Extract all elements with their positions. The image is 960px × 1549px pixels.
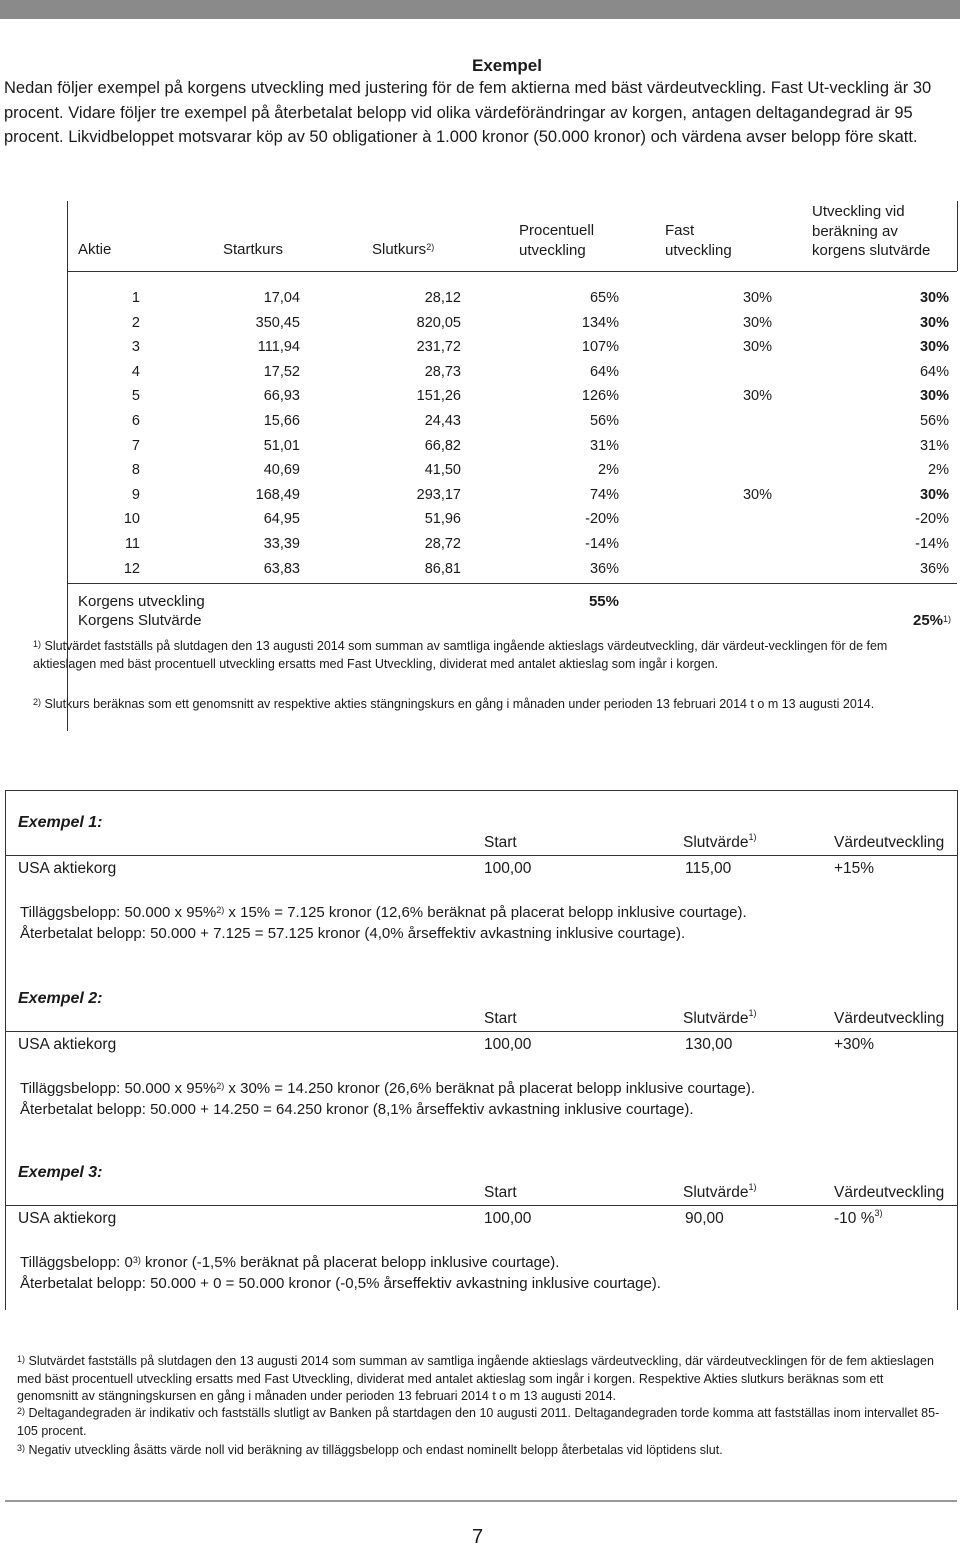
example-col-start: Start <box>484 1010 517 1027</box>
example-header-rule <box>5 855 957 856</box>
example-tillaggsbelopp: Tilläggsbelopp: 50.000 x 95%$^{2)}$ x 15% = 7.125 kronor (12,6% beräknat på placerat belopp inklusive courtage). <box>20 904 747 921</box>
cell-slut: 41,50 <box>424 462 461 479</box>
cell-start: 17,52 <box>263 363 300 380</box>
footnote-2: $^{2)}$ Deltagandegraden är indikativ och fastställs slutligt av Banken på startdagen den 10 augusti 2011. Deltagandegraden torde komma att fastställas inom intervallet 85-105 procent. <box>17 1406 940 1438</box>
example-col-vardeutveckling: Värdeutveckling <box>834 1010 945 1027</box>
cell-proc: 134% <box>581 314 619 331</box>
example-col-vardeutveckling: Värdeutveckling <box>834 1184 945 1201</box>
cell-utv: 2% <box>928 462 949 479</box>
korgens-slutvarde-value: 25%$^{1)}$ <box>913 612 952 629</box>
cell-proc: 36% <box>589 560 619 577</box>
example-title: Exempel 1: <box>18 814 103 831</box>
cell-fast <box>680 436 772 456</box>
cell-slut: 28,72 <box>424 536 461 552</box>
examples-left-border <box>5 790 6 1310</box>
table-header-rule <box>67 271 957 272</box>
example-vardeutveckling: +15% <box>834 860 875 877</box>
example-header-rule <box>5 1205 957 1206</box>
cell-aktie: 4 <box>131 363 140 380</box>
example-title: Exempel 2: <box>18 990 103 1007</box>
cell-utv: -20% <box>915 511 949 528</box>
cell-utv: -14% <box>915 536 949 552</box>
cell-proc: -14% <box>585 536 619 552</box>
example-row-label: USA aktiekorg <box>18 860 117 877</box>
cell-fast <box>680 509 772 529</box>
example-col-start: Start <box>484 1184 517 1201</box>
intro-paragraph: Nedan följer exempel på korgens utveckling med justering för de fem aktierna med bäst värdeutveckling. Fast Ut-veckling är 30 procent. Vidare följer tre exempel på återbetalat belopp vid olika värdeförändringar av korgen, antagen deltagandegrad är 95 procent. Likvidbeloppet motsvarar köp av 50 obligationer à 1.000 kronor (50.000 kronor) och värdena avser belopp före skatt. <box>4 79 932 146</box>
table-bottom-rule <box>67 583 957 584</box>
example-aterbetalat: Återbetalat belopp: 50.000 + 0 = 50.000 kronor (-0,5% årseffektiv avkastning inklusive courtage). <box>20 1275 661 1292</box>
header-slutkurs: Slutkurs$^{2)}$ <box>372 241 435 258</box>
example-title: Exempel 3: <box>18 1164 103 1181</box>
cell-utv: 30% <box>919 314 949 331</box>
cell-slut: 293,17 <box>416 486 461 503</box>
cell-proc: 107% <box>581 339 619 356</box>
cell-proc: 74% <box>589 486 619 503</box>
cell-slut: 86,81 <box>424 560 461 577</box>
example-start: 100,00 <box>484 1036 532 1053</box>
cell-fast: 30% <box>742 314 772 331</box>
cell-fast: 30% <box>742 290 772 306</box>
example-slutvarde: 90,00 <box>685 1210 724 1227</box>
cell-aktie: 2 <box>131 314 140 331</box>
cell-slut: 28,12 <box>424 290 461 306</box>
cell-aktie: 7 <box>131 437 140 454</box>
cell-fast: 30% <box>742 339 772 356</box>
cell-utv: 30% <box>919 486 949 503</box>
cell-start: 64,95 <box>263 511 300 528</box>
cell-slut: 231,72 <box>416 339 461 356</box>
example-start: 100,00 <box>484 860 532 877</box>
cell-start: 17,04 <box>263 290 300 306</box>
cell-proc: 56% <box>589 413 619 429</box>
header-fast: Fast utveckling <box>665 222 732 259</box>
example-slutvarde: 130,00 <box>685 1036 733 1053</box>
example-col-slutvarde: Slutvärde$^{1)}$ <box>683 1182 757 1201</box>
cell-proc: 64% <box>589 363 619 380</box>
table-note-1: $^{1)}$ Slutvärdet fastställs på slutdagen den 13 augusti 2014 som summan av samtliga ingående aktieslags värdeutveckling, där värdeut-vecklingen för de fem aktieslagen med bäst procentuell utveckling ersatts med Fast Utveckling, dividerat med antalet aktieslag som ingår i korgen. <box>33 639 888 671</box>
cell-utv: 30% <box>919 388 949 405</box>
header-startkurs: Startkurs <box>223 241 284 258</box>
cell-proc: 2% <box>598 462 619 479</box>
example-row-label: USA aktiekorg <box>18 1036 117 1053</box>
cell-proc: -20% <box>585 511 619 528</box>
cell-fast <box>680 362 772 382</box>
cell-utv: 64% <box>919 363 949 380</box>
example-tillaggsbelopp: Tilläggsbelopp: 0$^{3)}$ kronor (-1,5% beräknat på placerat belopp inklusive courtage). <box>20 1254 560 1271</box>
cell-fast <box>680 460 772 480</box>
cell-start: 40,69 <box>263 462 300 479</box>
header-aktie: Aktie <box>78 241 112 258</box>
cell-slut: 28,73 <box>424 363 461 380</box>
cell-aktie: 3 <box>131 339 140 356</box>
example-aterbetalat: Återbetalat belopp: 50.000 + 14.250 = 64.250 kronor (8,1% årseffektiv avkastning inklusive courtage). <box>20 1101 694 1118</box>
cell-aktie: 11 <box>124 536 140 552</box>
example-vardeutveckling: +30% <box>834 1036 875 1053</box>
example-row-label: USA aktiekorg <box>18 1210 117 1227</box>
examples-right-border <box>957 790 958 1310</box>
cell-utv: 30% <box>919 339 949 356</box>
cell-aktie: 10 <box>123 511 140 528</box>
example-vardeutveckling: -10 %$^{3)}$ <box>834 1208 883 1227</box>
cell-fast: 30% <box>742 486 772 503</box>
cell-fast <box>680 534 772 554</box>
cell-start: 15,66 <box>263 413 300 429</box>
cell-slut: 51,96 <box>424 511 461 528</box>
cell-utv: 56% <box>919 413 949 429</box>
cell-aktie: 6 <box>131 413 140 429</box>
cell-utv: 30% <box>919 290 949 306</box>
cell-fast <box>680 411 772 431</box>
table-right-border-top <box>957 201 958 271</box>
example-slutvarde: 115,00 <box>685 860 732 877</box>
korgens-utveckling-label: Korgens utveckling <box>78 593 205 610</box>
example-col-slutvarde: Slutvärde$^{1)}$ <box>683 1008 757 1027</box>
header-procentuell: Procentuell utveckling <box>519 222 595 259</box>
example-start: 100,00 <box>484 1210 532 1227</box>
cell-fast: 30% <box>742 388 772 405</box>
top-bar <box>0 0 960 19</box>
examples-top-border <box>5 790 957 791</box>
cell-start: 66,93 <box>263 388 300 405</box>
cell-proc: 126% <box>581 388 619 405</box>
cell-utv: 31% <box>919 437 949 454</box>
cell-aktie: 12 <box>123 560 140 577</box>
footer-rule <box>5 1500 957 1502</box>
intro-title: Exempel <box>472 56 542 75</box>
cell-slut: 820,05 <box>416 314 461 331</box>
korgens-utveckling-value: 55% <box>588 593 619 610</box>
table-note-2: $^{2)}$ Slutkurs beräknas som ett genomsnitt av respektive akties stängningskurs en gång i månaden under perioden 13 februari 2014 t o m 13 augusti 2014. <box>33 697 875 711</box>
cell-aktie: 8 <box>131 462 140 479</box>
example-header-rule <box>5 1031 957 1032</box>
cell-start: 111,94 <box>257 339 300 356</box>
page-number: 7 <box>472 1526 484 1548</box>
korgens-slutvarde-label: Korgens Slutvärde <box>78 612 202 629</box>
header-utveckling: Utveckling vid beräkning av korgens slutvärde <box>812 203 931 259</box>
cell-proc: 65% <box>589 290 619 306</box>
cell-fast <box>680 559 772 579</box>
cell-utv: 36% <box>919 560 949 577</box>
example-col-vardeutveckling: Värdeutveckling <box>834 834 945 851</box>
cell-slut: 24,43 <box>424 413 461 429</box>
cell-slut: 151,26 <box>416 388 461 405</box>
cell-aktie: 9 <box>131 486 140 503</box>
cell-slut: 66,82 <box>424 437 461 454</box>
cell-start: 350,45 <box>255 314 300 331</box>
footnote-3: $^{3)}$ Negativ utveckling åsätts värde noll vid beräkning av tilläggsbelopp och endast nominellt belopp återbetalas vid löptidens slut. <box>17 1443 723 1457</box>
cell-aktie: 5 <box>131 388 140 405</box>
example-aterbetalat: Återbetalat belopp: 50.000 + 7.125 = 57.125 kronor (4,0% årseffektiv avkastning inklusive courtage). <box>20 925 686 942</box>
cell-proc: 31% <box>589 437 619 454</box>
cell-start: 63,83 <box>263 560 300 577</box>
cell-start: 51,01 <box>263 437 300 454</box>
cell-start: 33,39 <box>263 536 300 552</box>
example-col-start: Start <box>484 834 517 851</box>
example-col-slutvarde: Slutvärde$^{1)}$ <box>683 832 757 851</box>
cell-aktie: 1 <box>131 290 140 306</box>
cell-start: 168,49 <box>255 486 300 503</box>
footnote-1: $^{1)}$ Slutvärdet fastställs på slutdagen den 13 augusti 2014 som summan av samtliga ingående aktieslags värdeutveckling, där värdeutvecklingen för de fem aktieslagen med bäst procentuell utveckling ersatts med Fast Utveckling, dividerat med antalet aktieslag som ingår i korgen. Respektive Akties slutkurs beräknas som ett genomsnitt av stängningskursen en gång i månaden under perioden 13 februari 2014 t o m 13 augusti 2014. <box>17 1354 934 1403</box>
example-tillaggsbelopp: Tilläggsbelopp: 50.000 x 95%$^{2)}$ x 30% = 14.250 kronor (26,6% beräknat på placerat belopp inklusive courtage). <box>20 1080 756 1097</box>
